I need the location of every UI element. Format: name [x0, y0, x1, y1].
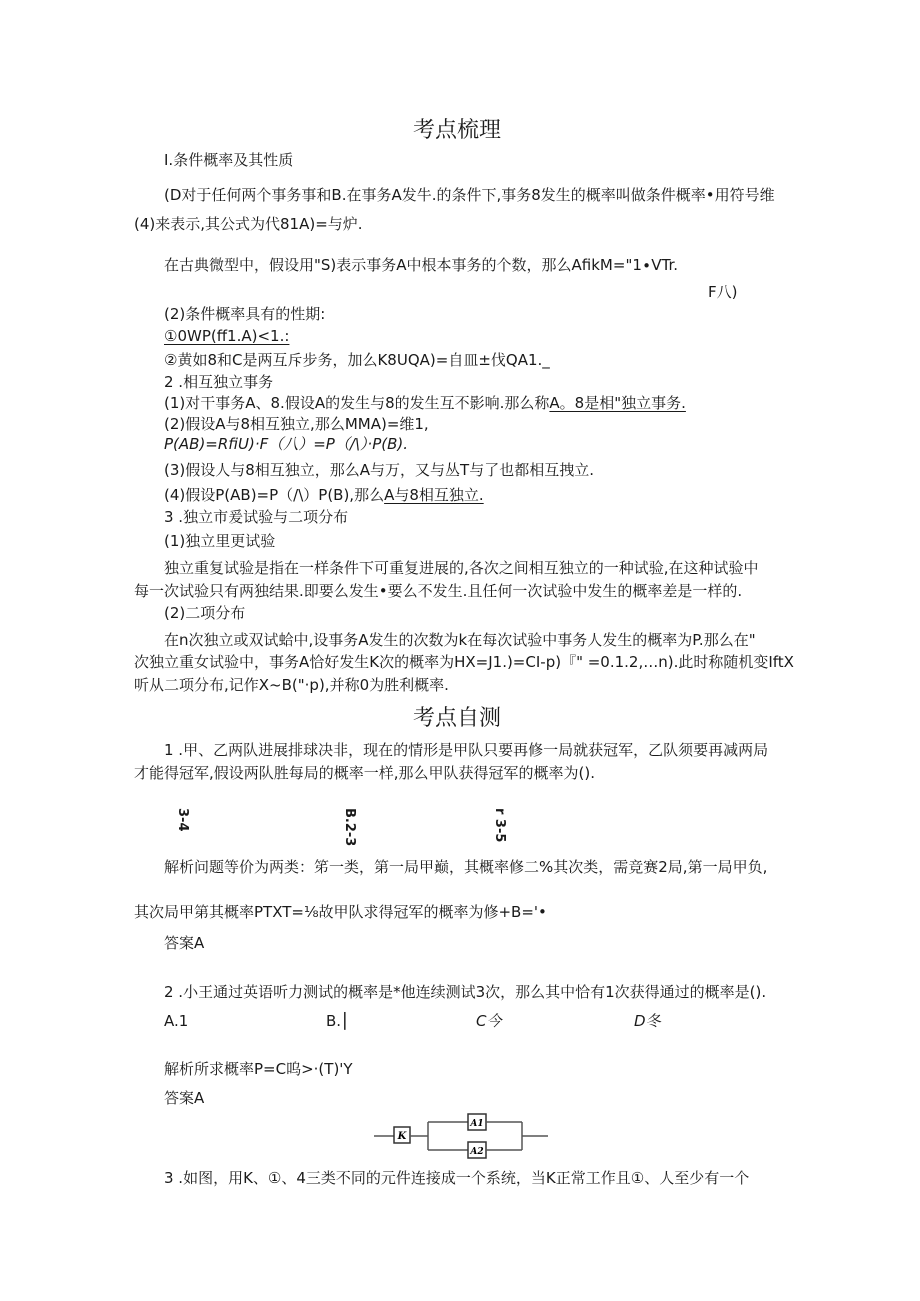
- paragraph-line: (D对于任何两个事务事和B.在事务A发牛.的条件下,事务8发生的概率叫做条件概率•用符号维: [164, 186, 775, 204]
- text-span: (1)对干事务A、8.假设A的发生与8的发生互不影响.那么称: [164, 394, 550, 412]
- heading-properties: (2)条件概率具有的性期:: [164, 305, 326, 323]
- paragraph-line: 每一次试验只有两独结果.即要么发生•要么不发生.且任何一次试验中发生的概率差是一样的.: [134, 582, 743, 600]
- circuit-diagram: [372, 1112, 552, 1160]
- heading-binomial: (2)二项分布: [164, 604, 246, 622]
- option-c: r 3-5: [492, 808, 507, 843]
- question-1-line: 1 .甲、乙两队进展排球决非，现在的情形是甲队只要再修一局就获冠军，乙队须要再减两局: [164, 741, 769, 759]
- heading-independent-events: 2 .相互独立事务: [164, 373, 274, 391]
- formula-fragment: F八): [708, 283, 738, 301]
- paragraph-line: (4)来表示,其公式为代81A)=与炉.: [134, 215, 363, 233]
- answer-explanation-line: 解析问题等价为两类：笫一类，第一局甲巅，其概率修二%其次类，需竞赛2局,第一局甲负,: [164, 858, 768, 876]
- text-span: (4)假设P(AB)=P（/\）P(B),那么: [164, 486, 385, 504]
- underlined-span: A与8相互独立.: [384, 486, 484, 504]
- option-a: 3-4: [175, 808, 190, 832]
- paragraph-line: 在n次独立或双试蛤中,设事务A发生的次数为k在每次试验中事务人发生的概率为P.那么在": [164, 631, 756, 649]
- option-b: B.2-3: [342, 808, 357, 847]
- option-b: B.⎮: [326, 1012, 349, 1030]
- paragraph-line: 听从二项分布,记作X~B("·p),并称0为胜利概率.: [134, 676, 449, 694]
- paragraph-line: (2)假设A与8相互独立,那么MMA)=维1,: [164, 415, 429, 433]
- option-d: D冬: [634, 1012, 661, 1030]
- paragraph-line: 在古典微型中，假设用"S)表示事务A中根本事务的个数，那么AfikM="1∙VTr.: [164, 256, 679, 274]
- a1-label: A1: [470, 1119, 484, 1129]
- formula-line: P(AB)=RfiU)·F（八）=P（/\）·P(B).: [164, 435, 409, 453]
- paragraph-line: (3)假设人与8相互独立，那么A与万，又与丛T与了也都相互拽立.: [164, 461, 594, 479]
- paragraph-line: 次独立重女试验中，事务A恰好发生K次的概率为HX=J1.)=CI-p)『" =0.1.2,…n).此时称随机变IftX: [134, 653, 794, 671]
- property-1: ①0WP(ff1.A)<1.:: [164, 327, 290, 345]
- k-label: K: [397, 1131, 407, 1142]
- answer-label: 答案A: [164, 934, 205, 952]
- question-2-line: 2 .小王通过英语听力测试的概率是*他连续测试3次，那么其中恰有1次获得通过的概率是().: [164, 983, 767, 1001]
- section-title-self-test: 考点自测: [413, 706, 502, 731]
- paragraph-line: 独立重复试验是指在一样条件下可重复进展的,各次之间相互独立的一种试验,在这种试验中: [164, 559, 759, 577]
- paragraph-line: [164, 393, 686, 413]
- a2-label: A2: [470, 1147, 484, 1157]
- question-3-line: 3 .如图，用K、①、4三类不同的元件连接成一个系统，当K正常工作且①、人至少有一个: [164, 1169, 750, 1187]
- underlined-span: A。8是相"独立事务.: [549, 394, 686, 412]
- option-c: C今: [476, 1012, 502, 1030]
- answer-label: 答案A: [164, 1089, 205, 1107]
- answer-explanation-line: 其次局甲第其概率PTXT=⅛故甲队求得冠军的概率为修+B='•: [134, 903, 547, 921]
- heading-independent-trials: 3 .独立市爰试验与二项分布: [164, 508, 349, 526]
- heading-conditional-probability: I.条件概率及其性质: [164, 151, 294, 169]
- answer-explanation-line: 解析所求概率P=C呜>·(T)'Y: [164, 1060, 353, 1078]
- question-1-line: 才能得冠军,假设两队胜每局的概率一样,那么甲队获得冠军的概率为().: [134, 764, 596, 782]
- heading-repeated-trials: (1)独立里更试验: [164, 532, 276, 550]
- section-title-review: 考点梳理: [413, 118, 502, 143]
- option-a: A.1: [164, 1012, 189, 1030]
- paragraph-line: [164, 485, 484, 505]
- property-2: ②黄如8和C是两互斥步务，加么K8UQA)=自皿±伐QA1._: [164, 351, 550, 369]
